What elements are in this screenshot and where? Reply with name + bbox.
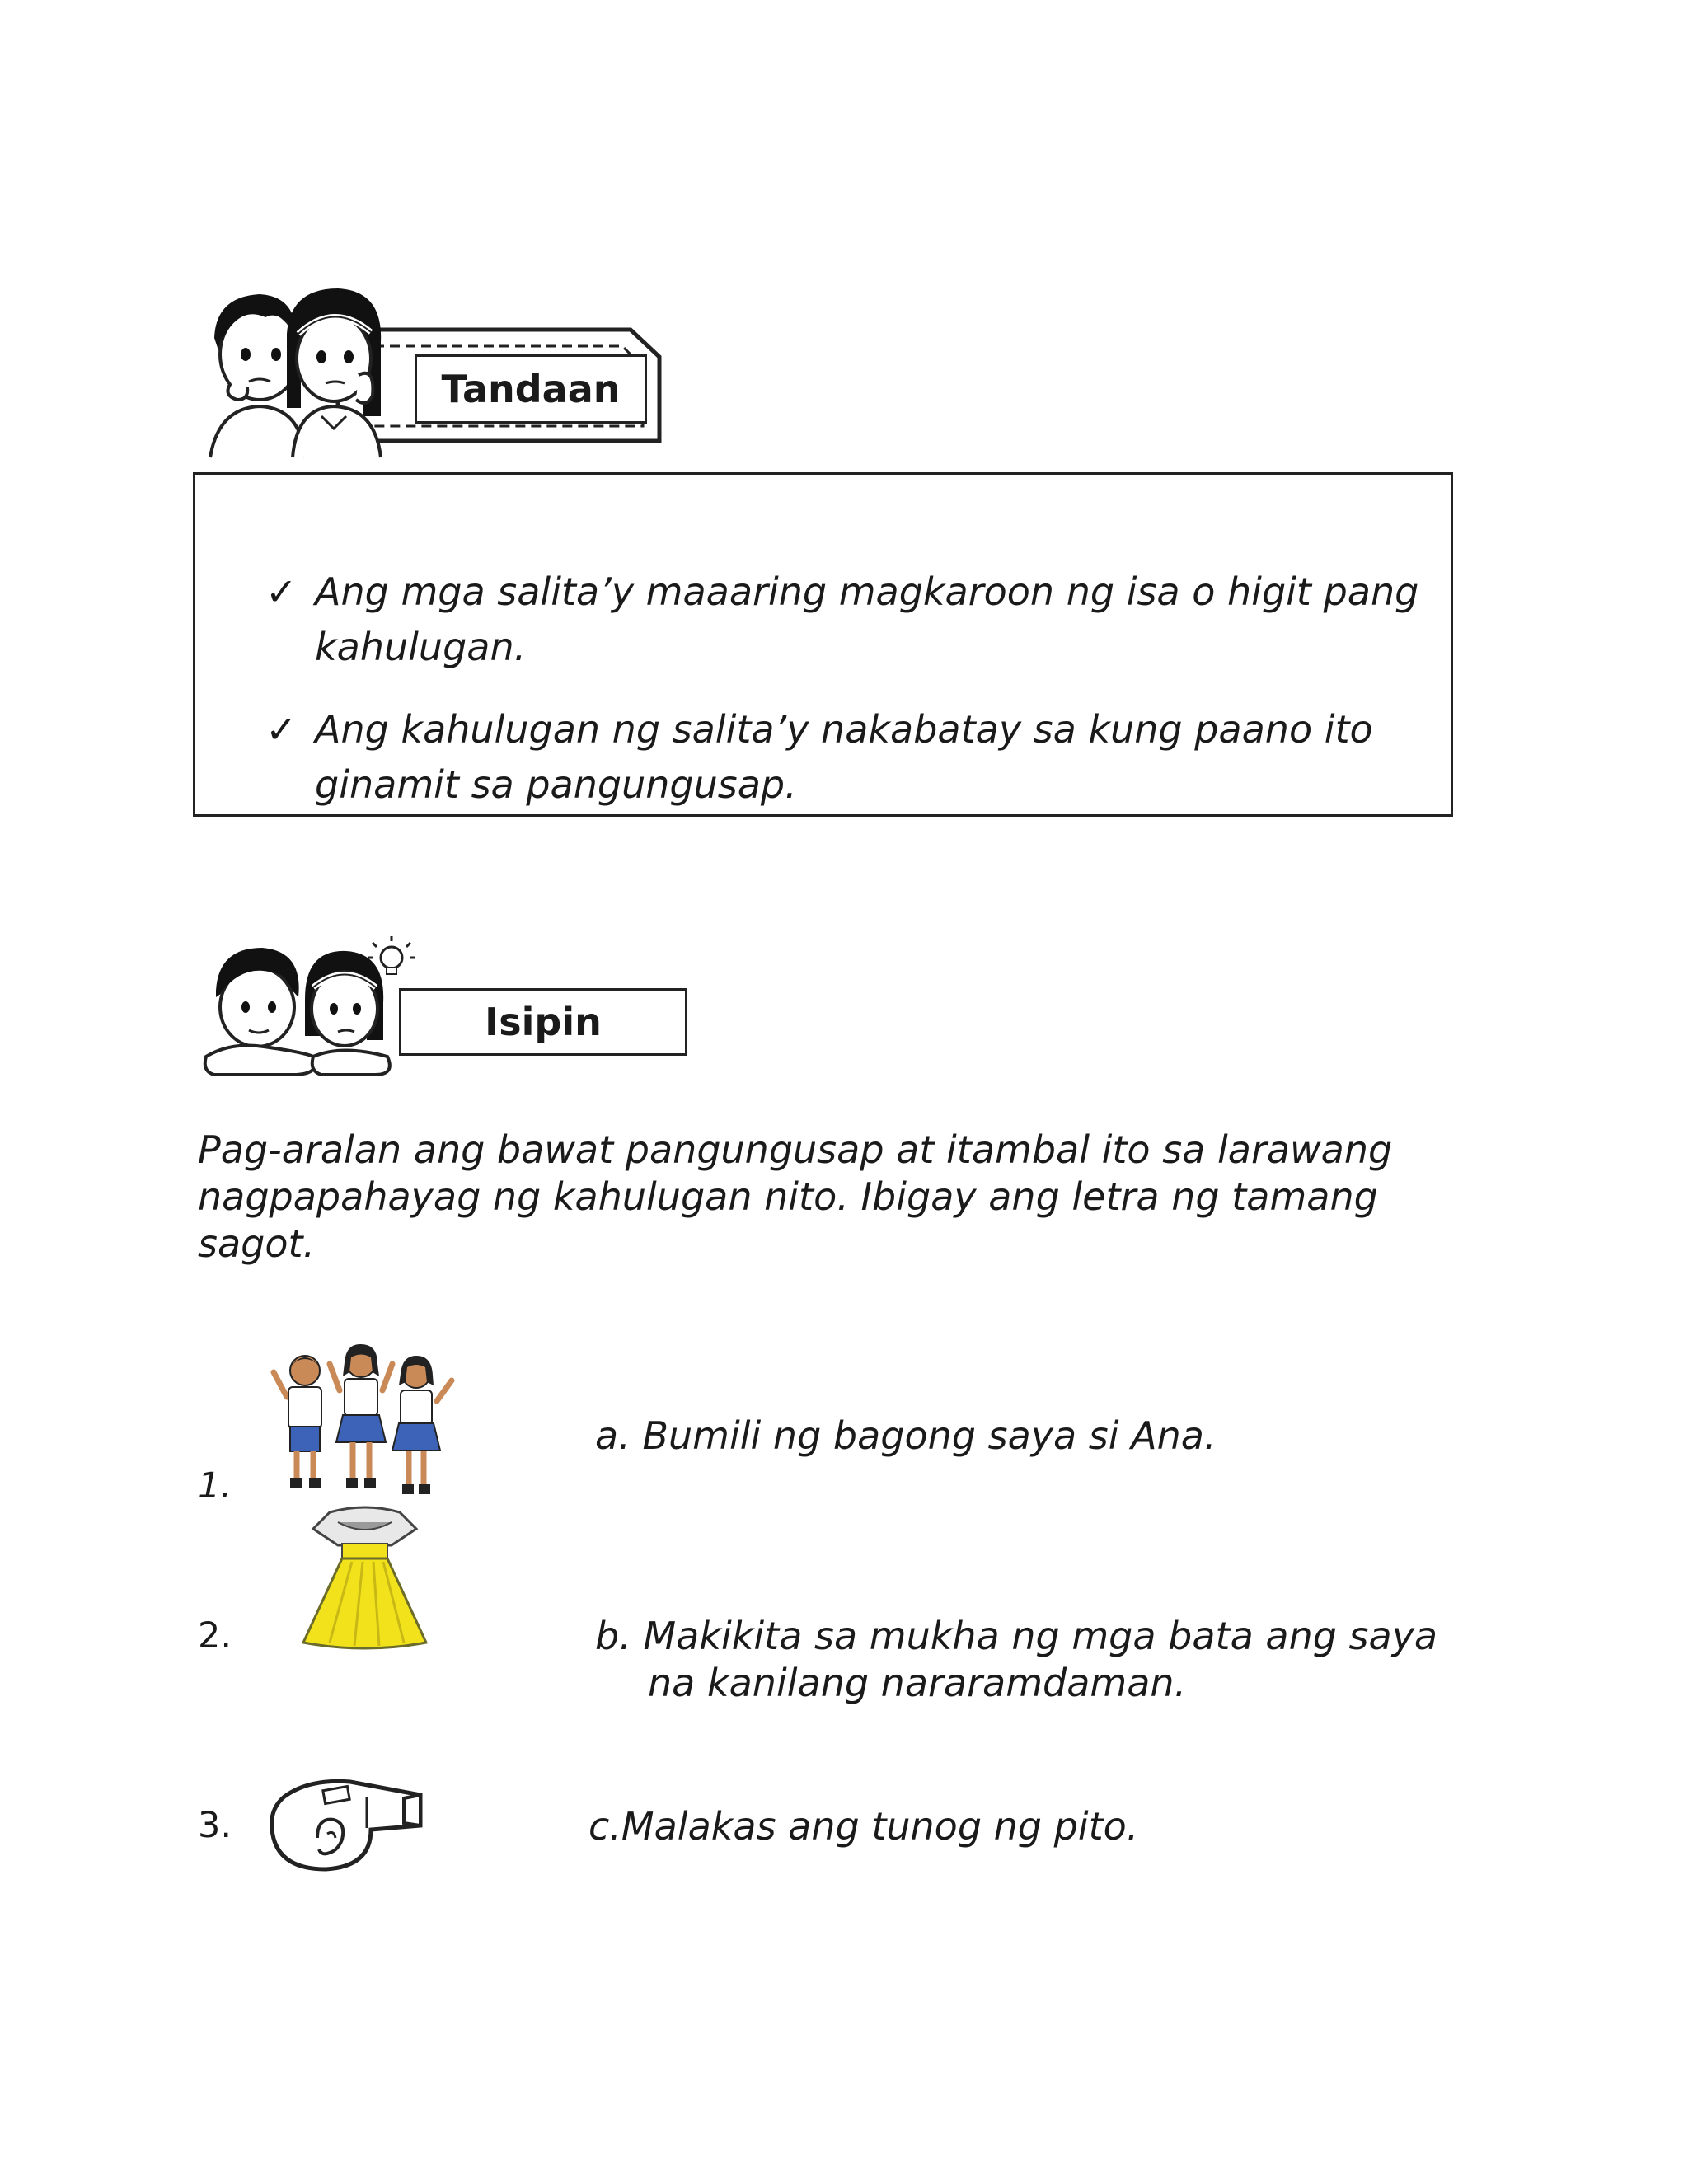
item-number-2: 2. bbox=[198, 1615, 232, 1657]
reminder-text-2: Ang kahulugan ng salita’y nakabatay sa kung paano ito ginamit sa pangungusap. bbox=[315, 707, 1373, 807]
boy-leaning-icon bbox=[205, 948, 316, 1075]
choice-b bbox=[595, 1613, 1437, 1707]
yellow-dress-picture bbox=[293, 1504, 437, 1652]
child-girl-right-icon bbox=[392, 1356, 452, 1494]
choice-b-text-line2: na kanilang nararamdaman. bbox=[648, 1661, 1187, 1705]
girl-thinking-icon bbox=[287, 288, 381, 457]
checkmark-icon: ✓ bbox=[265, 707, 298, 752]
isipin-label: Isipin bbox=[399, 988, 687, 1056]
choice-c: c.Malakas ang tunog ng pito. bbox=[588, 1804, 1139, 1849]
child-boy-icon bbox=[274, 1356, 321, 1488]
choice-b-letter: b. bbox=[595, 1614, 631, 1658]
child-girl-center-icon bbox=[330, 1344, 392, 1488]
whistle-picture bbox=[260, 1764, 433, 1875]
girl-leaning-icon bbox=[305, 951, 390, 1075]
choice-b-text-line1: Makikita sa mukha ng mga bata ang saya bbox=[643, 1614, 1438, 1658]
item-number-1: 1. bbox=[198, 1465, 232, 1507]
children-cheering-picture bbox=[264, 1339, 462, 1504]
choice-a-letter: a. bbox=[595, 1413, 631, 1458]
tandaan-label: Tandaan bbox=[415, 354, 647, 424]
checkmark-icon: ✓ bbox=[265, 569, 298, 614]
reminder-text-1: Ang mga salita’y maaaring magkaroon ng isa o higit pang kahulugan. bbox=[315, 569, 1419, 669]
instructions: Pag-aralan ang bawat pangungusap at itambal ito sa larawang nagpapahayag ng kahulugan nito. Ibigay ang letra ng tamang sagot. bbox=[198, 1127, 1393, 1266]
choice-a-text: Bumili ng bagong saya si Ana. bbox=[642, 1413, 1217, 1458]
choice-a bbox=[595, 1413, 1217, 1460]
item-number-3: 3. bbox=[198, 1805, 232, 1846]
